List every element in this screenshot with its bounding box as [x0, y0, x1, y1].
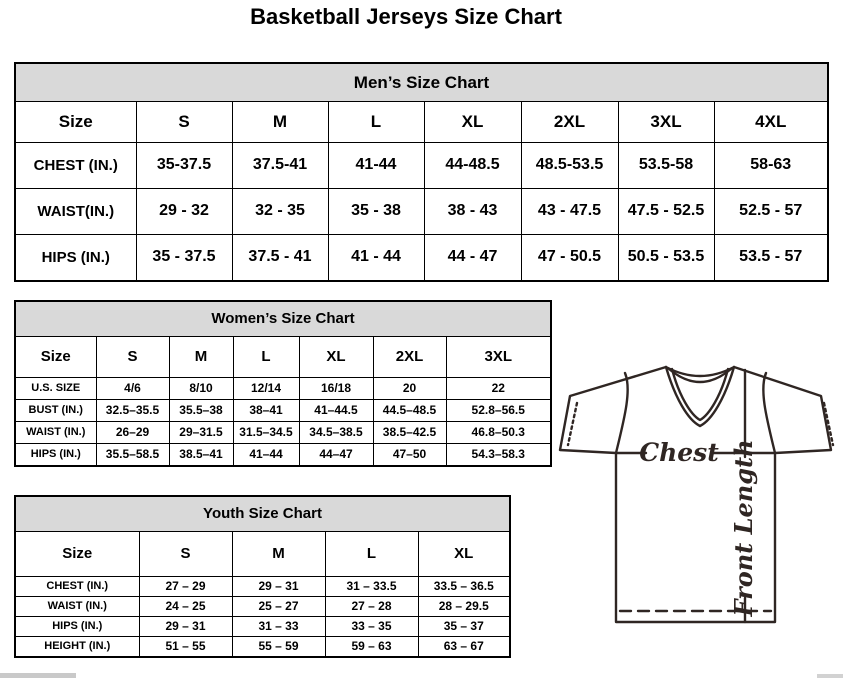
womens-table-cell: 44.5–48.5	[373, 400, 446, 422]
womens-table-cell: 47–50	[373, 444, 446, 467]
womens-table-cell: 41–44.5	[299, 400, 373, 422]
mens-table-cell: 52.5 - 57	[714, 189, 828, 235]
mens-row-label: WAIST(IN.)	[15, 189, 136, 235]
youth-table-cell: 51 – 55	[139, 637, 232, 658]
mens-table-row	[15, 143, 828, 189]
youth-table-cell: 24 – 25	[139, 597, 232, 617]
womens-size-corner-label: Size	[15, 337, 96, 378]
mens-table-cell: 38 - 43	[424, 189, 521, 235]
mens-table-cell: 47.5 - 52.5	[618, 189, 714, 235]
womens-table-cell: 12/14	[233, 378, 299, 400]
womens-table-cell: 35.5–38	[169, 400, 233, 422]
front-length-label: Front Length	[729, 439, 758, 617]
youth-table-cell: 29 – 31	[139, 617, 232, 637]
youth-table-cell: 27 – 29	[139, 577, 232, 597]
youth-table-cell: 35 – 37	[418, 617, 510, 637]
mens-table-cell: 53.5-58	[618, 143, 714, 189]
youth-row-label: WAIST (IN.)	[15, 597, 139, 617]
womens-table-cell: 38–41	[233, 400, 299, 422]
womens-table-cell: 16/18	[299, 378, 373, 400]
mens-table-cell: 35-37.5	[136, 143, 232, 189]
womens-table-cell: 29–31.5	[169, 422, 233, 444]
mens-table-row	[15, 235, 828, 282]
womens-column-header: S	[96, 337, 169, 378]
mens-column-header: XL	[424, 102, 521, 143]
youth-table-cell: 25 – 27	[232, 597, 325, 617]
youth-table-cell: 27 – 28	[325, 597, 418, 617]
mens-column-header: L	[328, 102, 424, 143]
youth-table-cell: 33.5 – 36.5	[418, 577, 510, 597]
youth-table-cell: 31 – 33.5	[325, 577, 418, 597]
horizontal-scrollbar-fragment-right[interactable]	[817, 674, 843, 678]
youth-row-label: HEIGHT (IN.)	[15, 637, 139, 658]
youth-table-cell: 63 – 67	[418, 637, 510, 658]
chest-label: Chest	[639, 438, 719, 467]
womens-table-cell: 26–29	[96, 422, 169, 444]
womens-table-cell: 8/10	[169, 378, 233, 400]
youth-column-header: XL	[418, 532, 510, 577]
womens-table-cell: 41–44	[233, 444, 299, 467]
mens-table-cell: 47 - 50.5	[521, 235, 618, 282]
page-title: Basketball Jerseys Size Chart	[250, 4, 562, 29]
mens-column-header: 3XL	[618, 102, 714, 143]
mens-column-header: M	[232, 102, 328, 143]
mens-table-cell: 35 - 37.5	[136, 235, 232, 282]
womens-table-title: Women’s Size Chart	[15, 301, 551, 337]
mens-row-label: CHEST (IN.)	[15, 143, 136, 189]
horizontal-scrollbar-fragment-left[interactable]	[0, 673, 76, 678]
jersey-diagram-svg	[558, 360, 843, 632]
mens-table-title: Men’s Size Chart	[15, 63, 828, 102]
mens-table-row	[15, 189, 828, 235]
womens-row-label: U.S. SIZE	[15, 378, 96, 400]
mens-column-header: 2XL	[521, 102, 618, 143]
mens-table-cell: 53.5 - 57	[714, 235, 828, 282]
womens-column-header: 3XL	[446, 337, 551, 378]
youth-table-row	[15, 617, 510, 637]
mens-table-cell: 48.5-53.5	[521, 143, 618, 189]
mens-table-cell: 29 - 32	[136, 189, 232, 235]
youth-table-row	[15, 577, 510, 597]
mens-table-cell: 44 - 47	[424, 235, 521, 282]
jersey-measurement-diagram	[558, 360, 843, 632]
mens-table-cell: 50.5 - 53.5	[618, 235, 714, 282]
womens-table-row	[15, 444, 551, 467]
youth-size-table	[14, 495, 511, 658]
mens-table-cell: 32 - 35	[232, 189, 328, 235]
womens-table-cell: 52.8–56.5	[446, 400, 551, 422]
mens-table-cell: 41 - 44	[328, 235, 424, 282]
mens-column-header: 4XL	[714, 102, 828, 143]
womens-table-cell: 4/6	[96, 378, 169, 400]
youth-table-cell: 33 – 35	[325, 617, 418, 637]
youth-table-cell: 29 – 31	[232, 577, 325, 597]
mens-row-label: HIPS (IN.)	[15, 235, 136, 282]
mens-table-cell: 43 - 47.5	[521, 189, 618, 235]
womens-column-header: L	[233, 337, 299, 378]
mens-table-cell: 41-44	[328, 143, 424, 189]
mens-table-cell: 37.5 - 41	[232, 235, 328, 282]
youth-column-header: L	[325, 532, 418, 577]
youth-table-cell: 28 – 29.5	[418, 597, 510, 617]
womens-table-cell: 22	[446, 378, 551, 400]
womens-table-cell: 31.5–34.5	[233, 422, 299, 444]
mens-table-cell: 44-48.5	[424, 143, 521, 189]
mens-table-cell: 35 - 38	[328, 189, 424, 235]
womens-column-header: 2XL	[373, 337, 446, 378]
womens-column-header: XL	[299, 337, 373, 378]
womens-table-cell: 54.3–58.3	[446, 444, 551, 467]
womens-table-row	[15, 422, 551, 444]
youth-size-corner-label: Size	[15, 532, 139, 577]
womens-table-cell: 34.5–38.5	[299, 422, 373, 444]
womens-table-row	[15, 378, 551, 400]
womens-column-header: M	[169, 337, 233, 378]
womens-row-label: WAIST (IN.)	[15, 422, 96, 444]
youth-table-row	[15, 597, 510, 617]
youth-table-title: Youth Size Chart	[15, 496, 510, 532]
womens-table-cell: 38.5–42.5	[373, 422, 446, 444]
youth-table-cell: 59 – 63	[325, 637, 418, 658]
womens-table-cell: 44–47	[299, 444, 373, 467]
youth-table-cell: 55 – 59	[232, 637, 325, 658]
mens-column-header: S	[136, 102, 232, 143]
womens-table-row	[15, 400, 551, 422]
womens-table-cell: 20	[373, 378, 446, 400]
womens-row-label: HIPS (IN.)	[15, 444, 96, 467]
womens-size-table	[14, 300, 552, 467]
womens-row-label: BUST (IN.)	[15, 400, 96, 422]
womens-table-cell: 35.5–58.5	[96, 444, 169, 467]
mens-table-cell: 58-63	[714, 143, 828, 189]
womens-table-cell: 32.5–35.5	[96, 400, 169, 422]
womens-table-cell: 38.5–41	[169, 444, 233, 467]
jersey-outline	[560, 367, 831, 622]
mens-size-table	[14, 62, 829, 282]
womens-table-cell: 46.8–50.3	[446, 422, 551, 444]
mens-size-corner-label: Size	[15, 102, 136, 143]
mens-table-cell: 37.5-41	[232, 143, 328, 189]
youth-column-header: M	[232, 532, 325, 577]
youth-row-label: CHEST (IN.)	[15, 577, 139, 597]
youth-column-header: S	[139, 532, 232, 577]
youth-row-label: HIPS (IN.)	[15, 617, 139, 637]
youth-table-row	[15, 637, 510, 658]
youth-table-cell: 31 – 33	[232, 617, 325, 637]
